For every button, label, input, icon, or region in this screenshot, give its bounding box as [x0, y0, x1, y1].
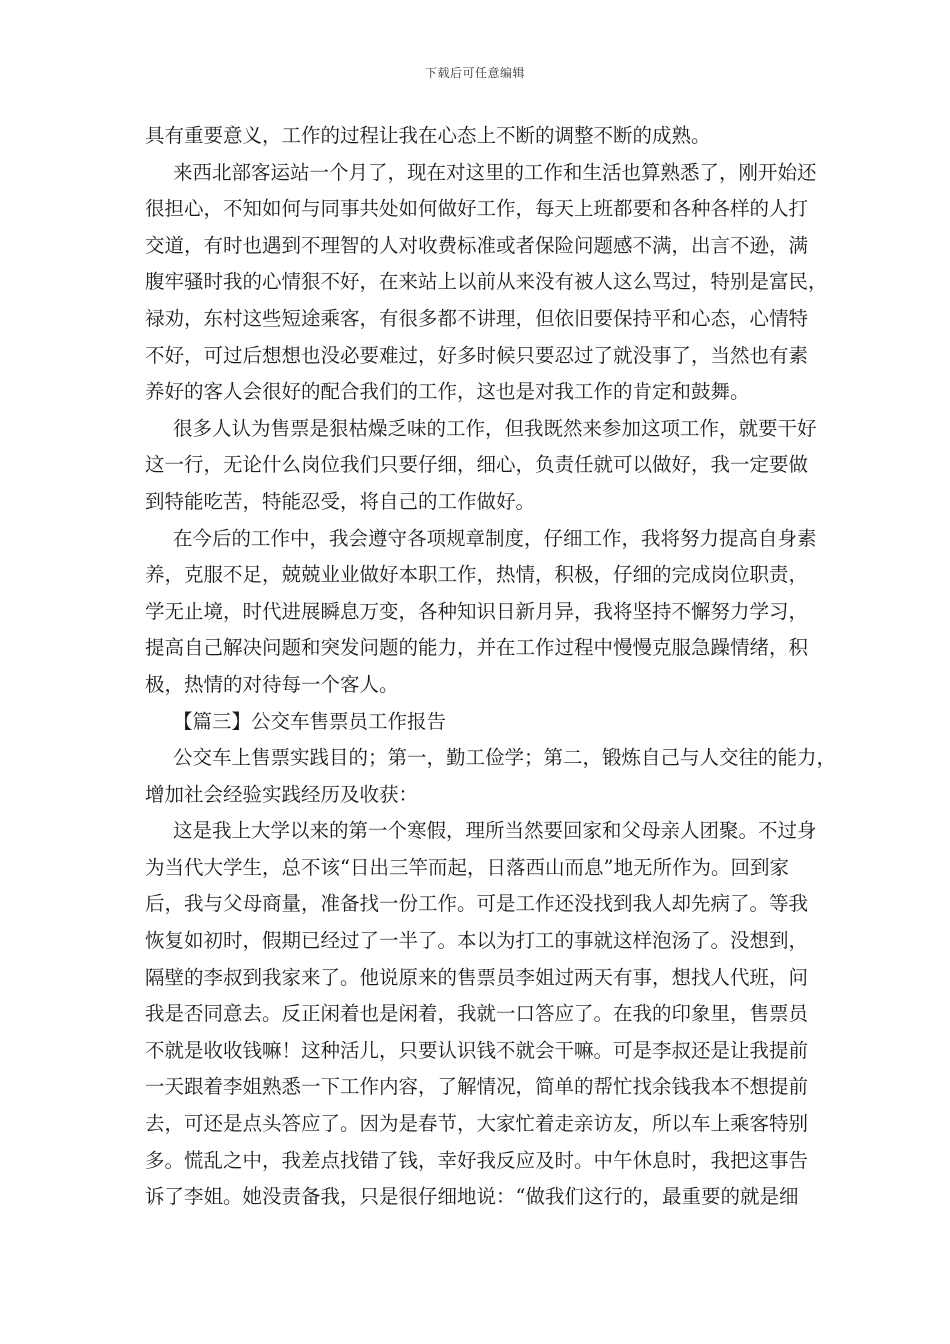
- text-line: 学无止境，时代进展瞬息万变，各种知识日新月异，我将坚持不懈努力学习，: [145, 599, 809, 623]
- text-line: 增加社会经验实践经历及收获：: [145, 782, 419, 806]
- text-line: 提高自己解决问题和突发问题的能力，并在工作过程中慢慢克服急躁情绪，积: [145, 636, 809, 660]
- text-line: 养好的客人会很好的配合我们的工作，这也是对我工作的肯定和鼓舞。: [145, 380, 750, 404]
- text-line: 【篇三】公交车售票员工作报告: [173, 709, 447, 733]
- text-line: 很多人认为售票是狠枯燥乏味的工作，但我既然来参加这项工作，就要干好: [173, 416, 817, 440]
- text-line: 公交车上售票实践目的；第一，勤工俭学；第二，锻炼自己与人交往的能力，: [173, 746, 837, 770]
- text-line: 在今后的工作中，我会遵守各项规章制度，仔细工作，我将努力提高自身素: [173, 526, 817, 550]
- document-body: [145, 118, 837, 1216]
- text-line: 不好，可过后想想也没必要难过，好多时候只要忍过了就没事了，当然也有素: [145, 343, 809, 367]
- text-line: 交道，有时也遇到不理智的人对收费标准或者保险问题感不满，出言不逊，满: [145, 233, 809, 257]
- text-line: 这一行，无论什么岗位我们只要仔细，细心，负责任就可以做好，我一定要做: [145, 453, 809, 477]
- text-line: 到特能吃苦，特能忍受，将自己的工作做好。: [145, 489, 536, 513]
- text-line: 后，我与父母商量，准备找一份工作。可是工作还没找到我人却先病了。等我: [145, 892, 809, 916]
- text-line: 不就是收收钱嘛！这种活儿，只要认识钱不就会干嘛。可是李叔还是让我提前: [145, 1038, 809, 1062]
- text-line: 养，克服不足，兢兢业业做好本职工作，热情，积极，仔细的完成岗位职责，: [145, 563, 809, 587]
- text-line: 为当代大学生，总不该“日出三竿而起，日落西山而息”地无所作为。回到家: [145, 855, 789, 879]
- text-line: 去，可还是点头答应了。因为是春节，大家忙着走亲访友，所以车上乘客特别: [145, 1112, 809, 1136]
- text-line: 很担心，不知如何与同事共处如何做好工作，每天上班都要和各种各样的人打: [145, 197, 809, 221]
- text-line: 恢复如初时，假期已经过了一半了。本以为打工的事就这样泡汤了。没想到，: [145, 929, 809, 953]
- page-header: 下载后可任意编辑: [424, 66, 525, 80]
- text-line: 诉了李姐。她没责备我，只是很仔细地说：“做我们这行的，最重要的就是细: [145, 1185, 799, 1209]
- text-line: 一天跟着李姐熟悉一下工作内容，了解情况，简单的帮忙找余钱我本不想提前: [145, 1075, 809, 1099]
- text-line: 来西北部客运站一个月了，现在对这里的工作和生活也算熟悉了，刚开始还: [173, 160, 817, 184]
- text-line: 多。慌乱之中，我差点找错了钱，幸好我反应及时。中午休息时，我把这事告: [145, 1148, 809, 1172]
- text-line: 隔壁的李叔到我家来了。他说原来的售票员李姐过两天有事，想找人代班，问: [145, 965, 809, 989]
- text-line: 这是我上大学以来的第一个寒假，理所当然要回家和父母亲人团聚。不过身: [173, 819, 817, 843]
- text-line: 腹牢骚时我的心情狠不好，在来站上以前从来没有被人这么骂过，特别是富民，: [145, 270, 828, 294]
- text-line: 我是否同意去。反正闲着也是闲着，我就一口答应了。在我的印象里，售票员: [145, 1002, 809, 1026]
- text-line: 禄劝，东村这些短途乘客，有很多都不讲理，但依旧要保持平和心态，心情特: [145, 306, 809, 330]
- text-line: 具有重要意义，工作的过程让我在心态上不断的调整不断的成熟。: [145, 124, 711, 147]
- text-line: 极，热情的对待每一个客人。: [145, 672, 399, 696]
